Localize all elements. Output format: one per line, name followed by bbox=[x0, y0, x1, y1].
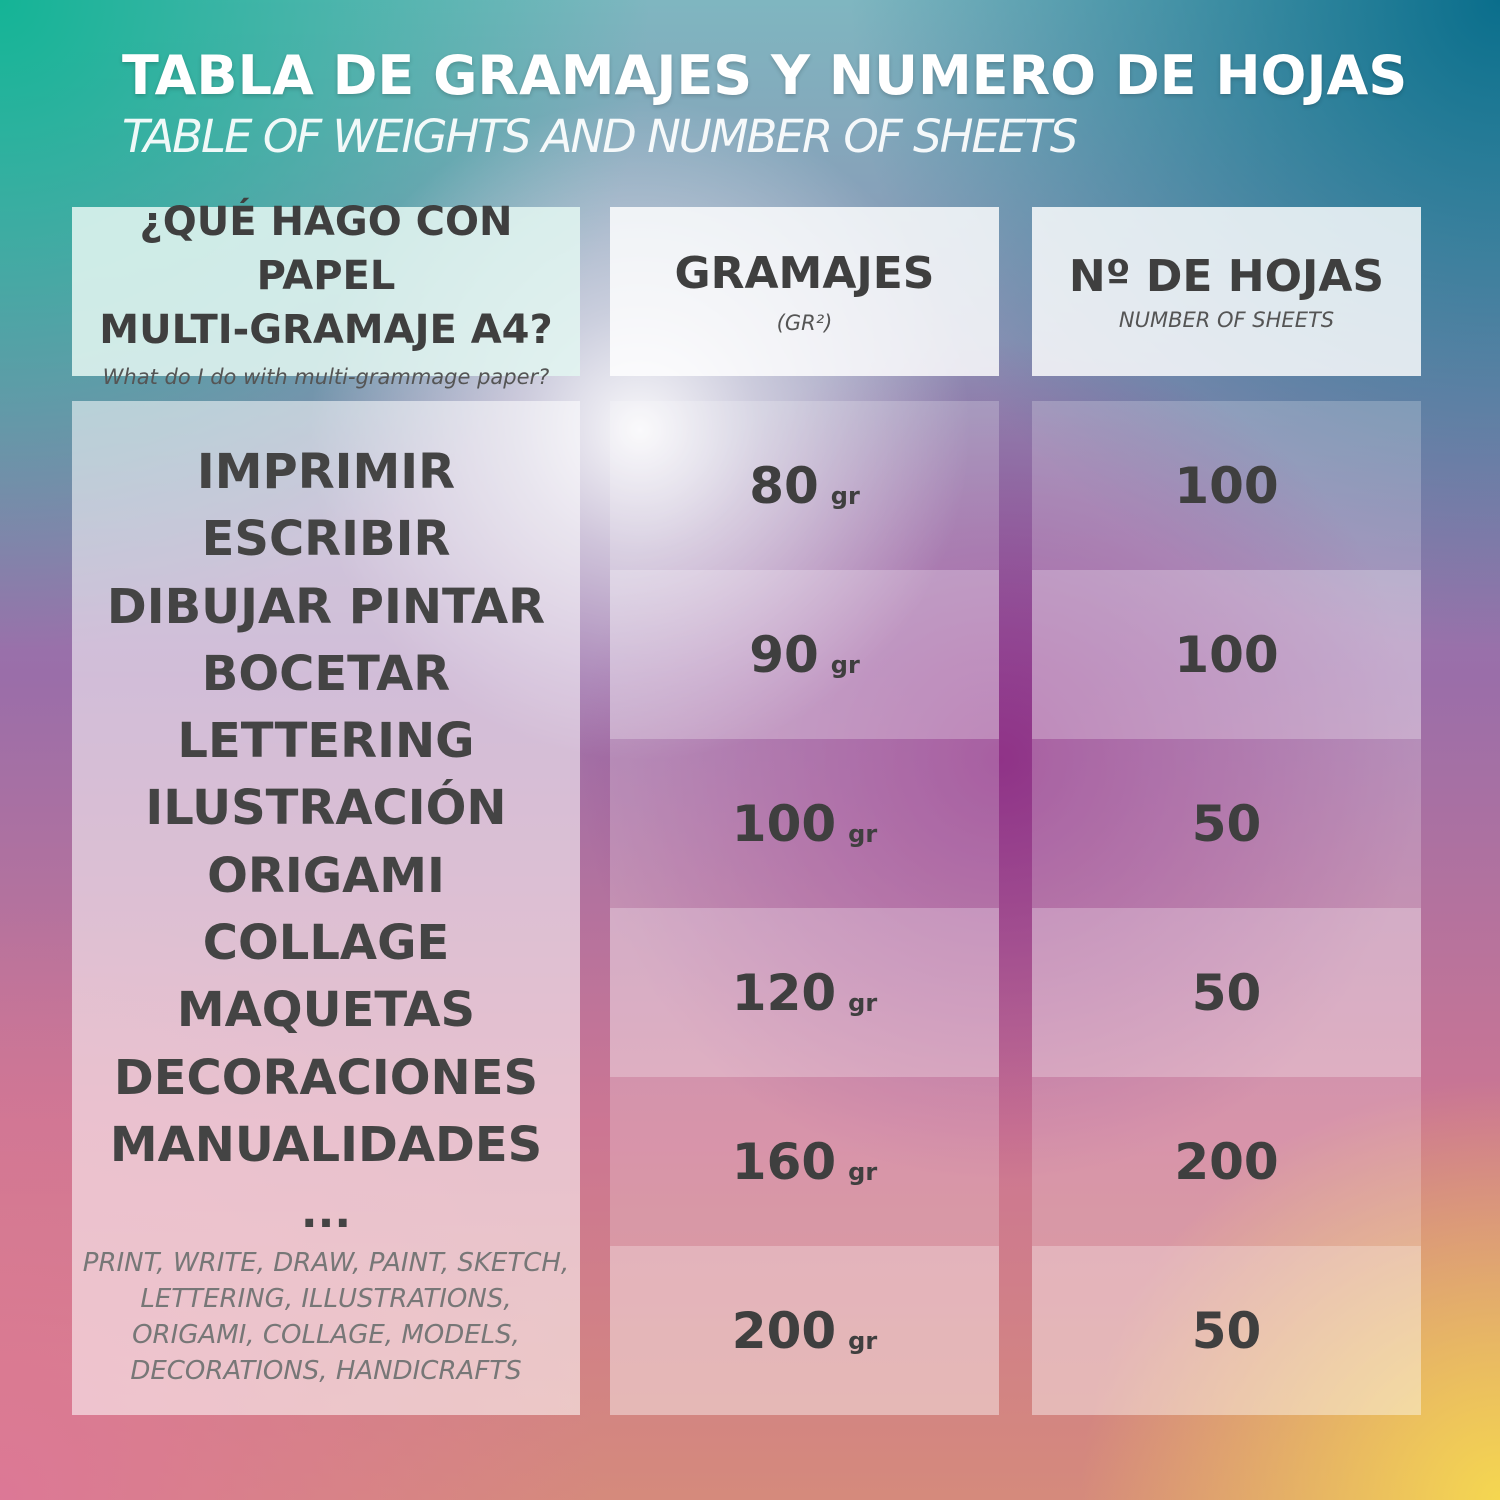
weight-value: 90 bbox=[749, 625, 819, 684]
weights-header bbox=[610, 207, 999, 376]
weight-value: 80 bbox=[749, 456, 819, 515]
weight-unit: gr bbox=[848, 988, 878, 1017]
uses-header-line1: ¿QUÉ HAGO CON PAPEL bbox=[139, 198, 513, 299]
use-item: MANUALIDADES bbox=[109, 1116, 543, 1173]
use-item: ORIGAMI bbox=[207, 847, 445, 904]
sheets-value: 50 bbox=[1191, 794, 1262, 853]
sheets-column bbox=[1032, 401, 1421, 1415]
sheets-header bbox=[1032, 207, 1421, 376]
weight-value: 100 bbox=[731, 794, 837, 853]
sheets-value: 100 bbox=[1174, 625, 1279, 684]
weight-value: 160 bbox=[731, 1132, 837, 1191]
weight-unit: gr bbox=[830, 650, 860, 679]
uses-list bbox=[72, 439, 580, 1179]
uses-header-line2: MULTI-GRAMAJE A4? bbox=[99, 306, 553, 353]
use-item: DECORACIONES bbox=[113, 1049, 539, 1106]
weight-unit: gr bbox=[848, 1157, 878, 1186]
use-item: LETTERING bbox=[177, 713, 475, 770]
weights-header-label: GRAMAJES bbox=[674, 248, 935, 299]
uses-ellipsis: ... bbox=[300, 1187, 352, 1239]
sheets-value: 50 bbox=[1191, 963, 1262, 1022]
use-item: ESCRIBIR bbox=[201, 511, 451, 568]
sheets-value: 100 bbox=[1174, 456, 1279, 515]
weights-column bbox=[610, 401, 999, 1415]
weights-header-unit: (GR²) bbox=[776, 311, 833, 335]
weight-unit: gr bbox=[830, 481, 860, 510]
use-item: IMPRIMIR bbox=[196, 444, 456, 500]
weight-cell bbox=[610, 908, 999, 1077]
sheets-header-label: Nº DE HOJAS bbox=[1068, 251, 1385, 302]
use-item: COLLAGE bbox=[202, 915, 450, 972]
weight-cell bbox=[610, 739, 999, 908]
sheets-cell bbox=[1032, 1246, 1421, 1415]
weight-value: 200 bbox=[731, 1301, 837, 1360]
weight-unit: gr bbox=[848, 819, 878, 848]
weight-cell bbox=[610, 1077, 999, 1246]
use-item: ILUSTRACIÓN bbox=[145, 780, 507, 837]
use-item: DIBUJAR PINTAR bbox=[106, 578, 546, 635]
use-item: BOCETAR bbox=[201, 645, 451, 702]
page-title: TABLA DE GRAMAJES Y NUMERO DE HOJAS bbox=[122, 44, 1408, 107]
use-item: MAQUETAS bbox=[176, 982, 476, 1039]
sheets-cell bbox=[1032, 401, 1421, 570]
uses-english: PRINT, WRITE, DRAW, PAINT, SKETCH, LETTERING, ILLUSTRATIONS, ORIGAMI, COLLAGE, MODELS, DECORATIONS, HANDICRAFTS bbox=[82, 1248, 570, 1387]
uses-header bbox=[72, 198, 580, 389]
weight-value: 120 bbox=[731, 963, 837, 1022]
sheets-header-en: NUMBER OF SHEETS bbox=[1118, 308, 1335, 332]
uses-header-en: What do I do with multi-grammage paper? bbox=[102, 364, 550, 389]
sheets-cell bbox=[1032, 570, 1421, 739]
sheets-cell bbox=[1032, 908, 1421, 1077]
weight-cell bbox=[610, 401, 999, 570]
page-subtitle: TABLE OF WEIGHTS AND NUMBER OF SHEETS bbox=[122, 110, 1077, 163]
weight-cell bbox=[610, 570, 999, 739]
sheets-cell bbox=[1032, 1077, 1421, 1246]
weight-cell bbox=[610, 1246, 999, 1415]
sheets-value: 200 bbox=[1174, 1132, 1279, 1191]
weight-unit: gr bbox=[848, 1326, 878, 1355]
sheets-value: 50 bbox=[1191, 1301, 1262, 1360]
sheets-cell bbox=[1032, 739, 1421, 908]
uses-panel bbox=[72, 401, 580, 1415]
